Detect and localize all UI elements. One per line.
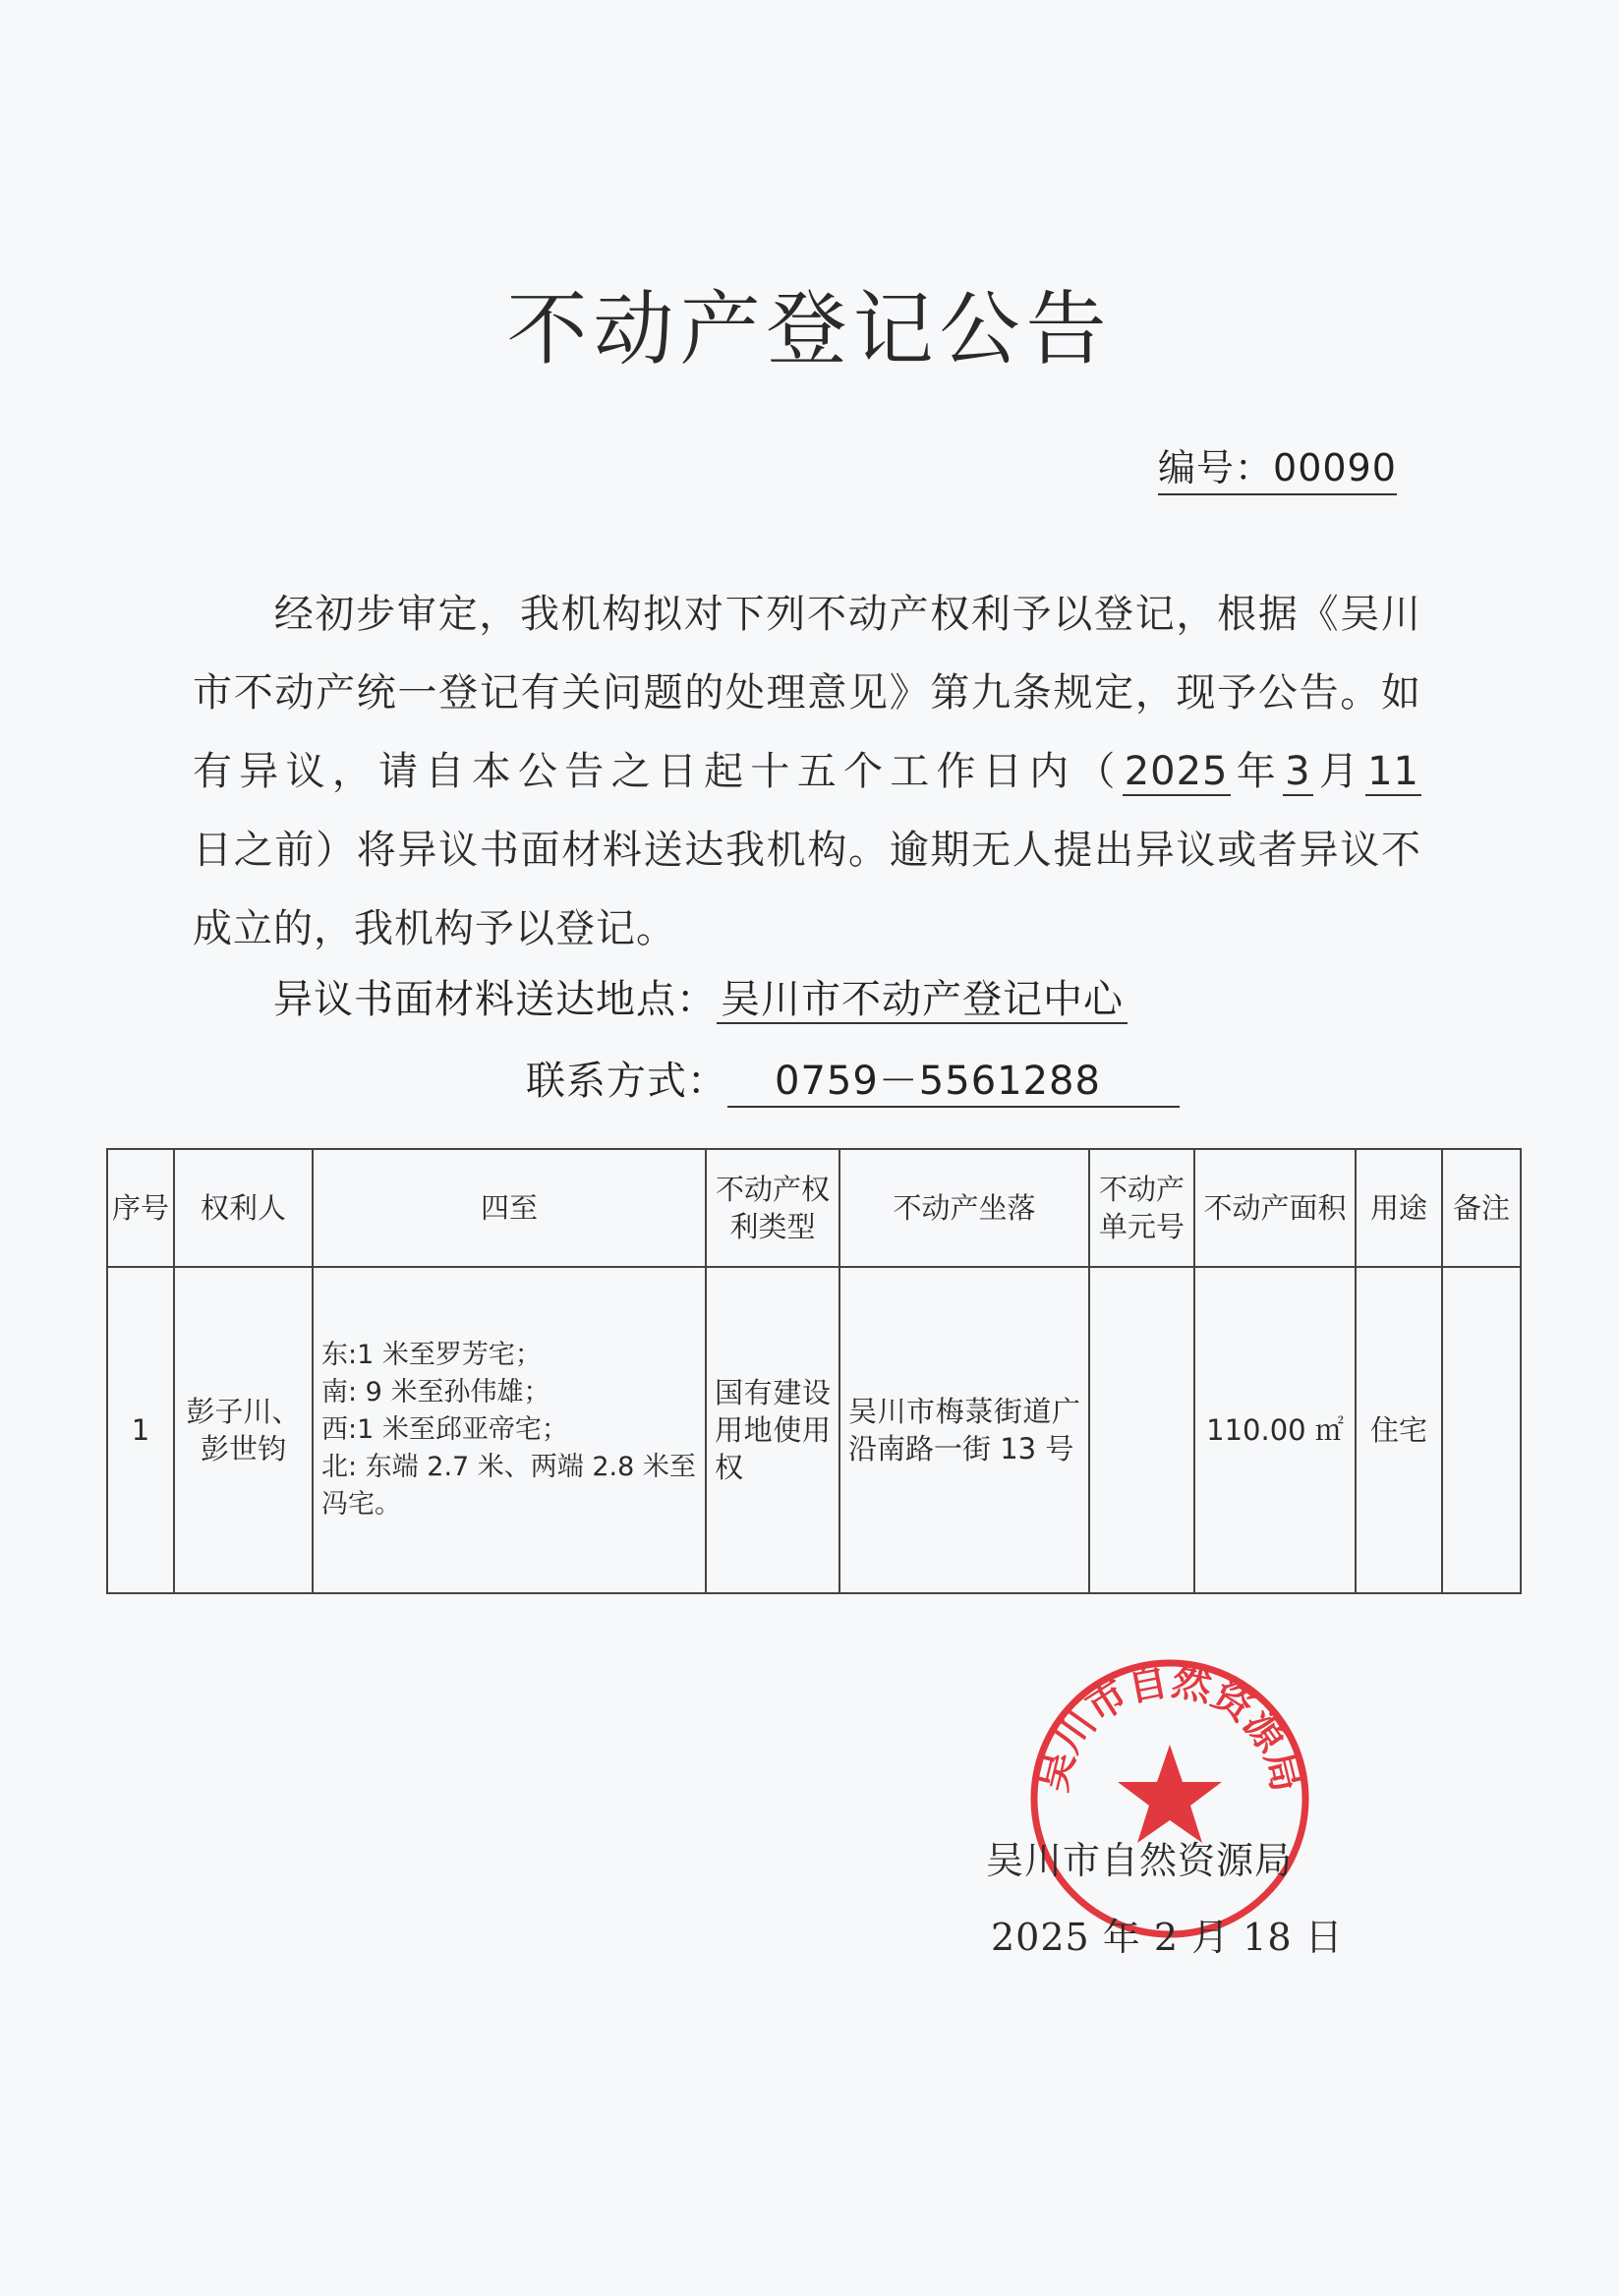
header-location: 不动产坐落: [839, 1149, 1089, 1267]
notice-body-part2: 将异议书面材料送达我机构。逾期无人提出异议或者异议不成立的，我机构予以登记。: [193, 828, 1422, 951]
table-header-row: [107, 1149, 1521, 1267]
notice-body-part1: 经初步审定，我机构拟对下列不动产权利予以登记，根据《吴川市不动产统一登记有关问题的处理意见》第九条规定，现予公告。如有异议，请自本公告之日起十五个工作日内（: [193, 592, 1421, 794]
bound-south: 南: 9 米至孙伟雄；: [321, 1377, 550, 1407]
bound-west: 西:1 米至邱亚帝宅；: [321, 1414, 568, 1445]
official-seal: [1022, 1651, 1317, 1946]
contact-value: 0759－5561288: [727, 1050, 1180, 1108]
cell-area: 110.00 ㎡: [1194, 1267, 1356, 1593]
cell-location: 吴川市梅菉街道广沿南路一街 13 号: [839, 1267, 1089, 1593]
page-title: 不动产登记公告: [506, 283, 1113, 376]
objection-address-label: 异议书面材料送达地点：: [273, 977, 717, 1022]
header-no: 序号: [107, 1149, 174, 1267]
table-row: [107, 1267, 1521, 1593]
header-holder: 权利人: [174, 1149, 313, 1267]
cell-no: 1: [107, 1267, 174, 1593]
cell-holder: 彭子川、彭世钧: [174, 1267, 313, 1593]
cell-remark: [1442, 1267, 1521, 1593]
header-bounds: 四至: [313, 1149, 706, 1267]
issue-date: 2025 年 2 月 18 日: [991, 1916, 1344, 1959]
deadline-day: 11: [1367, 749, 1420, 794]
header-usage: 用途: [1356, 1149, 1442, 1267]
cell-usage: 住宅: [1356, 1267, 1442, 1593]
objection-address: [273, 968, 1128, 1024]
deadline-year-unit: 年: [1230, 749, 1284, 794]
cell-right-type: 国有建设用地使用权: [706, 1267, 839, 1593]
document-number-label: 编号：: [1158, 446, 1274, 489]
notice-body: [193, 575, 1421, 968]
seal-text: 吴川市自然资源局: [1030, 1658, 1309, 1797]
header-unit-no: 不动产单元号: [1089, 1149, 1194, 1267]
deadline-year: 2025: [1124, 749, 1229, 794]
deadline-month-unit: 月: [1312, 749, 1366, 794]
issuer-name: 吴川市自然资源局: [986, 1839, 1294, 1882]
seal-star-icon: [1118, 1745, 1222, 1843]
header-area: 不动产面积: [1194, 1149, 1356, 1267]
document-number-value: 00090: [1273, 446, 1397, 489]
deadline-day-suffix: 日之前）: [193, 828, 357, 873]
cell-unit-no: [1089, 1267, 1194, 1593]
cell-bounds: [313, 1267, 706, 1593]
bound-north: 北: 东端 2.7 米、两端 2.8 米至冯宅。: [321, 1452, 696, 1520]
header-right-type: 不动产权利类型: [706, 1149, 839, 1267]
contact-info: [526, 1050, 1180, 1108]
bound-east: 东:1 米至罗芳宅；: [321, 1340, 542, 1370]
deadline-month: 3: [1285, 749, 1311, 794]
document-number: [1158, 437, 1397, 495]
header-remark: 备注: [1442, 1149, 1521, 1267]
contact-label: 联系方式：: [526, 1059, 727, 1104]
objection-address-value: 吴川市不动产登记中心: [717, 977, 1128, 1024]
registration-table: [106, 1148, 1522, 1594]
